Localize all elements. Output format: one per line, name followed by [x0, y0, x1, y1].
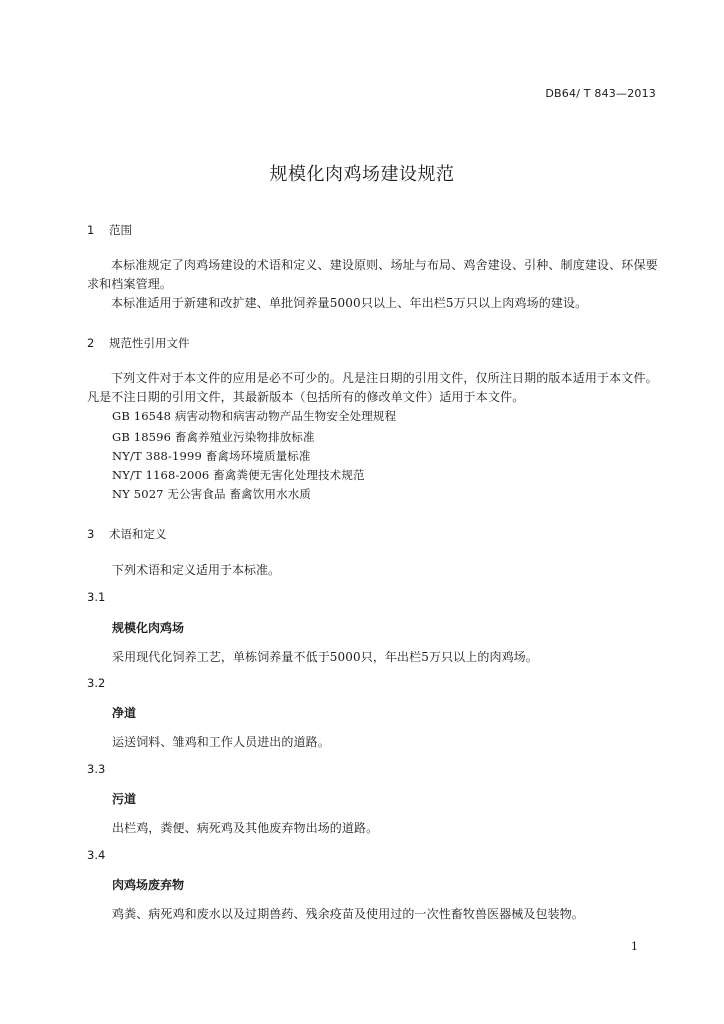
reference-item: NY/T 388-1999 畜禽场环境质量标准: [112, 449, 311, 463]
document-title: 规模化肉鸡场建设规范: [269, 164, 455, 185]
term-number: 3.1: [87, 590, 106, 604]
term-definition: 采用现代化饲养工艺，单栋饲养量不低于5000只，年出栏5万只以上的肉鸡场。: [112, 650, 538, 664]
term-definition: 出栏鸡，粪便、病死鸡及其他废弃物出场的道路。: [112, 821, 379, 835]
term-name: 肉鸡场废弃物: [112, 878, 185, 892]
term-name: 规模化肉鸡场: [112, 621, 185, 635]
page-number: 1: [631, 940, 638, 953]
reference-item: NY 5027 无公害食品 畜禽饮用水水质: [112, 487, 312, 501]
section-1-paragraph: 本标准适用于新建和改扩建、单批饲养量5000只以上、年出栏5万只以上肉鸡场的建设。: [111, 296, 588, 310]
section-1-paragraph: 本标准规定了肉鸡场建设的术语和定义、建设原则、场址与布局、鸡舍建设、引种、制度建设、环保要求和档案管理。: [87, 258, 658, 291]
section-3-heading: [87, 526, 167, 542]
reference-item: GB 16548 病害动物和病害动物产品生物安全处理规程: [112, 409, 397, 423]
term-definition: 鸡粪、病死鸡和废水以及过期兽药、残余疫苗及使用过的一次性畜牧兽医器械及包装物。: [112, 907, 584, 921]
term-name: 净道: [112, 706, 137, 720]
term-number: 3.3: [87, 762, 106, 776]
section-number: 2: [87, 336, 95, 350]
term-number: 3.2: [87, 676, 106, 690]
term-number: 3.4: [87, 848, 106, 862]
section-title: 范围: [109, 223, 132, 237]
term-name: 污道: [112, 792, 137, 806]
section-3-intro: 下列术语和定义适用于本标准。: [112, 563, 281, 577]
section-title: 规范性引用文件: [109, 336, 190, 350]
section-1-heading: [87, 222, 132, 238]
section-2-heading: [87, 335, 190, 351]
section-number: 1: [87, 223, 95, 237]
reference-item: NY/T 1168-2006 畜禽粪便无害化处理技术规范: [112, 468, 365, 482]
section-number: 3: [87, 527, 95, 541]
section-2-intro: 下列文件对于本文件的应用是必不可少的。凡是注日期的引用文件，仅所注日期的版本适用于本文件。凡是不注日期的引用文件，其最新版本（包括所有的修改单文件）适用于本文件。: [87, 371, 658, 404]
standard-code: DB64/ T 843—2013: [545, 87, 656, 100]
reference-item: GB 18596 畜禽养殖业污染物排放标准: [112, 430, 315, 444]
section-title: 术语和定义: [109, 527, 167, 541]
term-definition: 运送饲料、雏鸡和工作人员进出的道路。: [112, 735, 330, 749]
